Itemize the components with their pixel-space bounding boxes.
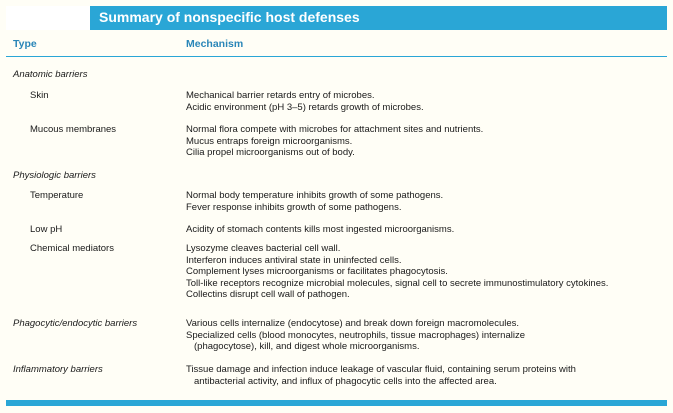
header-rule <box>6 56 667 57</box>
column-header-type: Type <box>13 38 37 50</box>
row-type-temperature: Temperature <box>30 190 84 201</box>
row-type-chemical-mediators: Chemical mediators <box>30 243 114 254</box>
mechanism-line: Collectins disrupt cell wall of pathogen. <box>186 289 350 300</box>
title-bar <box>6 6 667 30</box>
mechanism-line: Normal flora compete with microbes for attachment sites and nutrients. <box>186 124 484 135</box>
mechanism-line: Acidic environment (pH 3–5) retards growth of microbes. <box>186 101 424 113</box>
section-label-inflammatory: Inflammatory barriers <box>13 364 103 375</box>
table-title: Summary of nonspecific host defenses <box>99 9 360 25</box>
row-mechanism-phagocytic <box>186 318 525 353</box>
row-mechanism-low-ph <box>186 224 454 236</box>
mechanism-line: Fever response inhibits growth of some pathogens. <box>186 201 402 213</box>
mechanism-line: Interferon induces antiviral state in uninfected cells. <box>186 254 402 266</box>
mechanism-line: (phagocytose), kill, and digest whole microorganisms. <box>194 341 420 352</box>
row-type-mucous-membranes: Mucous membranes <box>30 124 117 135</box>
row-mechanism-mucous-membranes <box>186 124 483 159</box>
bottom-rule <box>6 400 667 406</box>
mechanism-line: Mucus entraps foreign microorganisms. <box>186 135 353 147</box>
column-header-mechanism: Mechanism <box>186 38 244 50</box>
mechanism-line: Specialized cells (blood monocytes, neutrophils, tissue macrophages) internalize <box>186 329 526 341</box>
mechanism-line: Complement lyses microorganisms or facilitates phagocytosis. <box>186 266 448 277</box>
mechanism-line: Mechanical barrier retards entry of microbes. <box>186 90 375 101</box>
mechanism-line: antibacterial activity, and influx of phagocytic cells into the affected area. <box>194 375 497 387</box>
title-swatch <box>6 6 90 30</box>
mechanism-line: Tissue damage and infection induce leakage of vascular fluid, containing serum proteins with <box>186 364 576 375</box>
column-header-row <box>0 38 673 56</box>
section-label-phagocytic: Phagocytic/endocytic barriers <box>13 318 138 329</box>
mechanism-line: Cilia propel microorganisms out of body. <box>186 147 355 158</box>
row-mechanism-temperature <box>186 190 443 213</box>
mechanism-line: Lysozyme cleaves bacterial cell wall. <box>186 243 341 254</box>
row-type-low-ph: Low pH <box>30 224 63 235</box>
row-mechanism-skin <box>186 90 424 113</box>
row-mechanism-chemical-mediators <box>186 243 608 301</box>
mechanism-line: Normal body temperature inhibits growth of some pathogens. <box>186 190 444 201</box>
section-label-physiologic: Physiologic barriers <box>13 170 96 181</box>
section-label-anatomic: Anatomic barriers <box>13 69 88 80</box>
row-mechanism-inflammatory <box>186 364 576 387</box>
mechanism-line: Toll-like receptors recognize microbial molecules, signal cell to secrete immunostimulatory cytokines. <box>186 277 609 289</box>
row-type-skin: Skin <box>30 90 49 101</box>
mechanism-line: Acidity of stomach contents kills most ingested microorganisms. <box>186 224 455 235</box>
mechanism-line: Various cells internalize (endocytose) and break down foreign macromolecules. <box>186 318 520 329</box>
